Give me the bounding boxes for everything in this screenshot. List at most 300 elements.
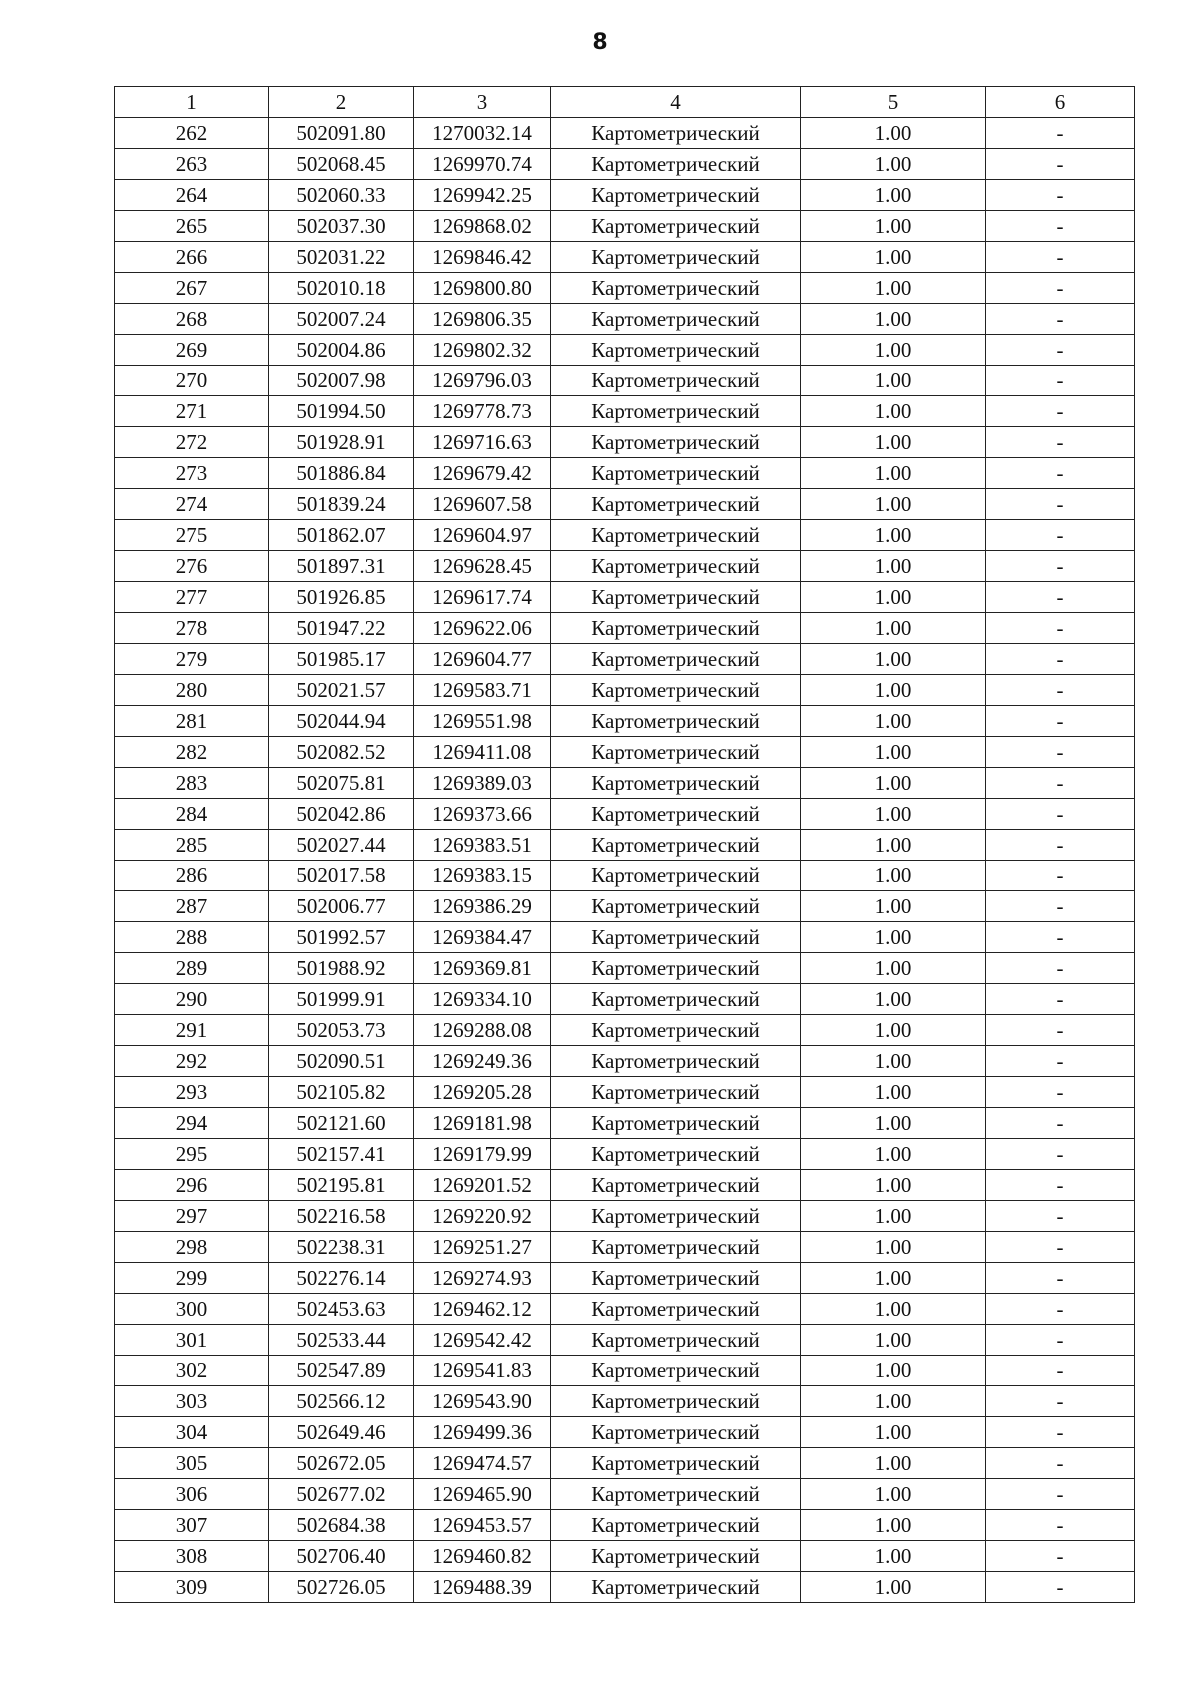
- point-number-cell: 267: [115, 272, 269, 303]
- point-number-cell: 265: [115, 210, 269, 241]
- column-header: 3: [414, 87, 551, 118]
- note-cell: -: [986, 953, 1135, 984]
- x-coordinate-cell: 502547.89: [269, 1355, 414, 1386]
- x-coordinate-cell: 502031.22: [269, 241, 414, 272]
- y-coordinate-cell: 1269383.15: [414, 860, 551, 891]
- note-cell: -: [986, 551, 1135, 582]
- method-cell: Картометрический: [551, 860, 801, 891]
- y-coordinate-cell: 1269334.10: [414, 984, 551, 1015]
- method-cell: Картометрический: [551, 1510, 801, 1541]
- method-cell: Картометрический: [551, 1293, 801, 1324]
- method-cell: Картометрический: [551, 1169, 801, 1200]
- y-coordinate-cell: 1269617.74: [414, 582, 551, 613]
- note-cell: -: [986, 396, 1135, 427]
- table-row: [115, 396, 1135, 427]
- y-coordinate-cell: 1270032.14: [414, 118, 551, 149]
- point-number-cell: 271: [115, 396, 269, 427]
- table-row: [115, 798, 1135, 829]
- note-cell: -: [986, 1015, 1135, 1046]
- point-number-cell: 308: [115, 1541, 269, 1572]
- table-row: [115, 427, 1135, 458]
- note-cell: -: [986, 860, 1135, 891]
- accuracy-cell: 1.00: [801, 953, 986, 984]
- x-coordinate-cell: 502068.45: [269, 148, 414, 179]
- point-number-cell: 305: [115, 1448, 269, 1479]
- accuracy-cell: 1.00: [801, 179, 986, 210]
- y-coordinate-cell: 1269373.66: [414, 798, 551, 829]
- method-cell: Картометрический: [551, 272, 801, 303]
- note-cell: -: [986, 1046, 1135, 1077]
- accuracy-cell: 1.00: [801, 551, 986, 582]
- table-row: [115, 1324, 1135, 1355]
- table-row: [115, 458, 1135, 489]
- method-cell: Картометрический: [551, 891, 801, 922]
- accuracy-cell: 1.00: [801, 860, 986, 891]
- point-number-cell: 306: [115, 1479, 269, 1510]
- accuracy-cell: 1.00: [801, 1448, 986, 1479]
- method-cell: Картометрический: [551, 118, 801, 149]
- point-number-cell: 288: [115, 922, 269, 953]
- method-cell: Картометрический: [551, 984, 801, 1015]
- method-cell: Картометрический: [551, 303, 801, 334]
- note-cell: -: [986, 922, 1135, 953]
- table-row: [115, 489, 1135, 520]
- point-number-cell: 264: [115, 179, 269, 210]
- x-coordinate-cell: 502075.81: [269, 767, 414, 798]
- method-cell: Картометрический: [551, 1355, 801, 1386]
- accuracy-cell: 1.00: [801, 1355, 986, 1386]
- y-coordinate-cell: 1269453.57: [414, 1510, 551, 1541]
- note-cell: -: [986, 1200, 1135, 1231]
- method-cell: Картометрический: [551, 365, 801, 396]
- table-header: [115, 87, 1135, 118]
- x-coordinate-cell: 501947.22: [269, 613, 414, 644]
- x-coordinate-cell: 502672.05: [269, 1448, 414, 1479]
- table-row: [115, 1231, 1135, 1262]
- y-coordinate-cell: 1269942.25: [414, 179, 551, 210]
- note-cell: -: [986, 1231, 1135, 1262]
- x-coordinate-cell: 502090.51: [269, 1046, 414, 1077]
- accuracy-cell: 1.00: [801, 520, 986, 551]
- method-cell: Картометрический: [551, 551, 801, 582]
- table-row: [115, 303, 1135, 334]
- y-coordinate-cell: 1269607.58: [414, 489, 551, 520]
- note-cell: -: [986, 489, 1135, 520]
- table-row: [115, 272, 1135, 303]
- x-coordinate-cell: 502453.63: [269, 1293, 414, 1324]
- table-row: [115, 1479, 1135, 1510]
- x-coordinate-cell: 502004.86: [269, 334, 414, 365]
- method-cell: Картометрический: [551, 427, 801, 458]
- table-row: [115, 1200, 1135, 1231]
- x-coordinate-cell: 502053.73: [269, 1015, 414, 1046]
- x-coordinate-cell: 501992.57: [269, 922, 414, 953]
- table-row: [115, 1355, 1135, 1386]
- y-coordinate-cell: 1269796.03: [414, 365, 551, 396]
- y-coordinate-cell: 1269604.97: [414, 520, 551, 551]
- accuracy-cell: 1.00: [801, 1108, 986, 1139]
- x-coordinate-cell: 501994.50: [269, 396, 414, 427]
- note-cell: -: [986, 674, 1135, 705]
- method-cell: Картометрический: [551, 1324, 801, 1355]
- y-coordinate-cell: 1269583.71: [414, 674, 551, 705]
- method-cell: Картометрический: [551, 953, 801, 984]
- x-coordinate-cell: 502649.46: [269, 1417, 414, 1448]
- y-coordinate-cell: 1269205.28: [414, 1077, 551, 1108]
- note-cell: -: [986, 1510, 1135, 1541]
- note-cell: -: [986, 643, 1135, 674]
- table-row: [115, 118, 1135, 149]
- accuracy-cell: 1.00: [801, 1386, 986, 1417]
- note-cell: -: [986, 1324, 1135, 1355]
- method-cell: Картометрический: [551, 1200, 801, 1231]
- column-header: 2: [269, 87, 414, 118]
- table-row: [115, 984, 1135, 1015]
- accuracy-cell: 1.00: [801, 1541, 986, 1572]
- accuracy-cell: 1.00: [801, 458, 986, 489]
- x-coordinate-cell: 502007.98: [269, 365, 414, 396]
- table-row: [115, 179, 1135, 210]
- x-coordinate-cell: 502021.57: [269, 674, 414, 705]
- method-cell: Картометрический: [551, 1077, 801, 1108]
- table-row: [115, 1169, 1135, 1200]
- x-coordinate-cell: 502216.58: [269, 1200, 414, 1231]
- point-number-cell: 295: [115, 1138, 269, 1169]
- page-number: 8: [592, 30, 608, 55]
- y-coordinate-cell: 1269460.82: [414, 1541, 551, 1572]
- accuracy-cell: 1.00: [801, 674, 986, 705]
- point-number-cell: 262: [115, 118, 269, 149]
- x-coordinate-cell: 502121.60: [269, 1108, 414, 1139]
- accuracy-cell: 1.00: [801, 736, 986, 767]
- accuracy-cell: 1.00: [801, 1293, 986, 1324]
- method-cell: Картометрический: [551, 210, 801, 241]
- x-coordinate-cell: 501926.85: [269, 582, 414, 613]
- point-number-cell: 269: [115, 334, 269, 365]
- y-coordinate-cell: 1269201.52: [414, 1169, 551, 1200]
- point-number-cell: 280: [115, 674, 269, 705]
- accuracy-cell: 1.00: [801, 1015, 986, 1046]
- x-coordinate-cell: 502566.12: [269, 1386, 414, 1417]
- point-number-cell: 275: [115, 520, 269, 551]
- x-coordinate-cell: 502006.77: [269, 891, 414, 922]
- y-coordinate-cell: 1269465.90: [414, 1479, 551, 1510]
- method-cell: Картометрический: [551, 1417, 801, 1448]
- y-coordinate-cell: 1269802.32: [414, 334, 551, 365]
- accuracy-cell: 1.00: [801, 767, 986, 798]
- method-cell: Картометрический: [551, 396, 801, 427]
- note-cell: -: [986, 1541, 1135, 1572]
- point-number-cell: 290: [115, 984, 269, 1015]
- y-coordinate-cell: 1269386.29: [414, 891, 551, 922]
- y-coordinate-cell: 1269551.98: [414, 705, 551, 736]
- y-coordinate-cell: 1269970.74: [414, 148, 551, 179]
- note-cell: -: [986, 1169, 1135, 1200]
- point-number-cell: 297: [115, 1200, 269, 1231]
- x-coordinate-cell: 501862.07: [269, 520, 414, 551]
- note-cell: -: [986, 798, 1135, 829]
- accuracy-cell: 1.00: [801, 303, 986, 334]
- x-coordinate-cell: 501928.91: [269, 427, 414, 458]
- point-number-cell: 274: [115, 489, 269, 520]
- accuracy-cell: 1.00: [801, 1324, 986, 1355]
- method-cell: Картометрический: [551, 489, 801, 520]
- note-cell: -: [986, 365, 1135, 396]
- accuracy-cell: 1.00: [801, 272, 986, 303]
- method-cell: Картометрический: [551, 1015, 801, 1046]
- method-cell: Картометрический: [551, 148, 801, 179]
- y-coordinate-cell: 1269499.36: [414, 1417, 551, 1448]
- column-header: 4: [551, 87, 801, 118]
- method-cell: Картометрический: [551, 1541, 801, 1572]
- table-body: [115, 118, 1135, 1603]
- x-coordinate-cell: 502684.38: [269, 1510, 414, 1541]
- table-row: [115, 922, 1135, 953]
- note-cell: -: [986, 241, 1135, 272]
- accuracy-cell: 1.00: [801, 1510, 986, 1541]
- point-number-cell: 300: [115, 1293, 269, 1324]
- note-cell: -: [986, 829, 1135, 860]
- method-cell: Картометрический: [551, 1479, 801, 1510]
- y-coordinate-cell: 1269462.12: [414, 1293, 551, 1324]
- table-row: [115, 148, 1135, 179]
- point-number-cell: 289: [115, 953, 269, 984]
- point-number-cell: 278: [115, 613, 269, 644]
- note-cell: -: [986, 334, 1135, 365]
- note-cell: -: [986, 767, 1135, 798]
- table-row: [115, 241, 1135, 272]
- y-coordinate-cell: 1269604.77: [414, 643, 551, 674]
- accuracy-cell: 1.00: [801, 922, 986, 953]
- method-cell: Картометрический: [551, 179, 801, 210]
- column-header: 6: [986, 87, 1135, 118]
- table-row: [115, 365, 1135, 396]
- y-coordinate-cell: 1269806.35: [414, 303, 551, 334]
- table-row: [115, 860, 1135, 891]
- accuracy-cell: 1.00: [801, 1138, 986, 1169]
- note-cell: -: [986, 520, 1135, 551]
- method-cell: Картометрический: [551, 798, 801, 829]
- note-cell: -: [986, 1108, 1135, 1139]
- x-coordinate-cell: 502105.82: [269, 1077, 414, 1108]
- point-number-cell: 263: [115, 148, 269, 179]
- y-coordinate-cell: 1269716.63: [414, 427, 551, 458]
- y-coordinate-cell: 1269800.80: [414, 272, 551, 303]
- point-number-cell: 301: [115, 1324, 269, 1355]
- accuracy-cell: 1.00: [801, 1046, 986, 1077]
- table-row: [115, 1293, 1135, 1324]
- table-row: [115, 1417, 1135, 1448]
- note-cell: -: [986, 1077, 1135, 1108]
- table-row: [115, 1015, 1135, 1046]
- method-cell: Картометрический: [551, 736, 801, 767]
- column-header: 1: [115, 87, 269, 118]
- method-cell: Картометрический: [551, 520, 801, 551]
- method-cell: Картометрический: [551, 1231, 801, 1262]
- accuracy-cell: 1.00: [801, 365, 986, 396]
- method-cell: Картометрический: [551, 1572, 801, 1603]
- y-coordinate-cell: 1269389.03: [414, 767, 551, 798]
- note-cell: -: [986, 118, 1135, 149]
- y-coordinate-cell: 1269251.27: [414, 1231, 551, 1262]
- point-number-cell: 287: [115, 891, 269, 922]
- point-number-cell: 279: [115, 643, 269, 674]
- note-cell: -: [986, 1262, 1135, 1293]
- x-coordinate-cell: 502195.81: [269, 1169, 414, 1200]
- x-coordinate-cell: 502238.31: [269, 1231, 414, 1262]
- method-cell: Картометрический: [551, 829, 801, 860]
- table-row: [115, 520, 1135, 551]
- table-row: [115, 829, 1135, 860]
- accuracy-cell: 1.00: [801, 613, 986, 644]
- y-coordinate-cell: 1269179.99: [414, 1138, 551, 1169]
- y-coordinate-cell: 1269543.90: [414, 1386, 551, 1417]
- method-cell: Картометрический: [551, 674, 801, 705]
- note-cell: -: [986, 272, 1135, 303]
- point-number-cell: 276: [115, 551, 269, 582]
- y-coordinate-cell: 1269488.39: [414, 1572, 551, 1603]
- accuracy-cell: 1.00: [801, 1572, 986, 1603]
- note-cell: -: [986, 891, 1135, 922]
- point-number-cell: 294: [115, 1108, 269, 1139]
- accuracy-cell: 1.00: [801, 148, 986, 179]
- y-coordinate-cell: 1269628.45: [414, 551, 551, 582]
- y-coordinate-cell: 1269384.47: [414, 922, 551, 953]
- table-row: [115, 1541, 1135, 1572]
- method-cell: Картометрический: [551, 241, 801, 272]
- accuracy-cell: 1.00: [801, 891, 986, 922]
- point-number-cell: 281: [115, 705, 269, 736]
- point-number-cell: 266: [115, 241, 269, 272]
- point-number-cell: 283: [115, 767, 269, 798]
- x-coordinate-cell: 501839.24: [269, 489, 414, 520]
- method-cell: Картометрический: [551, 922, 801, 953]
- method-cell: Картометрический: [551, 1138, 801, 1169]
- point-number-cell: 304: [115, 1417, 269, 1448]
- accuracy-cell: 1.00: [801, 334, 986, 365]
- table-row: [115, 705, 1135, 736]
- note-cell: -: [986, 210, 1135, 241]
- table-row: [115, 674, 1135, 705]
- method-cell: Картометрический: [551, 1386, 801, 1417]
- table-row: [115, 1448, 1135, 1479]
- table-row: [115, 767, 1135, 798]
- point-number-cell: 284: [115, 798, 269, 829]
- x-coordinate-cell: 501988.92: [269, 953, 414, 984]
- note-cell: -: [986, 458, 1135, 489]
- x-coordinate-cell: 502042.86: [269, 798, 414, 829]
- y-coordinate-cell: 1269778.73: [414, 396, 551, 427]
- note-cell: -: [986, 705, 1135, 736]
- accuracy-cell: 1.00: [801, 210, 986, 241]
- accuracy-cell: 1.00: [801, 643, 986, 674]
- x-coordinate-cell: 502157.41: [269, 1138, 414, 1169]
- method-cell: Картометрический: [551, 1046, 801, 1077]
- accuracy-cell: 1.00: [801, 1262, 986, 1293]
- note-cell: -: [986, 1386, 1135, 1417]
- method-cell: Картометрический: [551, 613, 801, 644]
- point-number-cell: 296: [115, 1169, 269, 1200]
- point-number-cell: 286: [115, 860, 269, 891]
- x-coordinate-cell: 502037.30: [269, 210, 414, 241]
- table-row: [115, 1046, 1135, 1077]
- note-cell: -: [986, 148, 1135, 179]
- accuracy-cell: 1.00: [801, 489, 986, 520]
- accuracy-cell: 1.00: [801, 1417, 986, 1448]
- accuracy-cell: 1.00: [801, 1231, 986, 1262]
- table-row: [115, 1138, 1135, 1169]
- accuracy-cell: 1.00: [801, 396, 986, 427]
- note-cell: -: [986, 1479, 1135, 1510]
- note-cell: -: [986, 179, 1135, 210]
- note-cell: -: [986, 736, 1135, 767]
- y-coordinate-cell: 1269868.02: [414, 210, 551, 241]
- accuracy-cell: 1.00: [801, 798, 986, 829]
- point-number-cell: 292: [115, 1046, 269, 1077]
- note-cell: -: [986, 1293, 1135, 1324]
- point-number-cell: 270: [115, 365, 269, 396]
- table-row: [115, 210, 1135, 241]
- accuracy-cell: 1.00: [801, 1077, 986, 1108]
- method-cell: Картометрический: [551, 1262, 801, 1293]
- x-coordinate-cell: 501897.31: [269, 551, 414, 582]
- y-coordinate-cell: 1269249.36: [414, 1046, 551, 1077]
- point-number-cell: 299: [115, 1262, 269, 1293]
- x-coordinate-cell: 502726.05: [269, 1572, 414, 1603]
- point-number-cell: 268: [115, 303, 269, 334]
- accuracy-cell: 1.00: [801, 582, 986, 613]
- point-number-cell: 298: [115, 1231, 269, 1262]
- table-row: [115, 551, 1135, 582]
- accuracy-cell: 1.00: [801, 1479, 986, 1510]
- x-coordinate-cell: 502060.33: [269, 179, 414, 210]
- y-coordinate-cell: 1269288.08: [414, 1015, 551, 1046]
- table-row: [115, 613, 1135, 644]
- point-number-cell: 293: [115, 1077, 269, 1108]
- note-cell: -: [986, 1138, 1135, 1169]
- y-coordinate-cell: 1269622.06: [414, 613, 551, 644]
- x-coordinate-cell: 502533.44: [269, 1324, 414, 1355]
- point-number-cell: 291: [115, 1015, 269, 1046]
- point-number-cell: 307: [115, 1510, 269, 1541]
- column-header: 5: [801, 87, 986, 118]
- point-number-cell: 277: [115, 582, 269, 613]
- note-cell: -: [986, 582, 1135, 613]
- table-row: [115, 736, 1135, 767]
- y-coordinate-cell: 1269542.42: [414, 1324, 551, 1355]
- coordinates-table: [114, 86, 1135, 1603]
- method-cell: Картометрический: [551, 1108, 801, 1139]
- x-coordinate-cell: 502091.80: [269, 118, 414, 149]
- y-coordinate-cell: 1269220.92: [414, 1200, 551, 1231]
- table-row: [115, 953, 1135, 984]
- method-cell: Картометрический: [551, 458, 801, 489]
- point-number-cell: 273: [115, 458, 269, 489]
- x-coordinate-cell: 501985.17: [269, 643, 414, 674]
- note-cell: -: [986, 1448, 1135, 1479]
- accuracy-cell: 1.00: [801, 984, 986, 1015]
- note-cell: -: [986, 427, 1135, 458]
- x-coordinate-cell: 502044.94: [269, 705, 414, 736]
- header-row: [115, 87, 1135, 118]
- y-coordinate-cell: 1269369.81: [414, 953, 551, 984]
- accuracy-cell: 1.00: [801, 241, 986, 272]
- x-coordinate-cell: 502276.14: [269, 1262, 414, 1293]
- note-cell: -: [986, 1572, 1135, 1603]
- method-cell: Картометрический: [551, 705, 801, 736]
- x-coordinate-cell: 502082.52: [269, 736, 414, 767]
- accuracy-cell: 1.00: [801, 705, 986, 736]
